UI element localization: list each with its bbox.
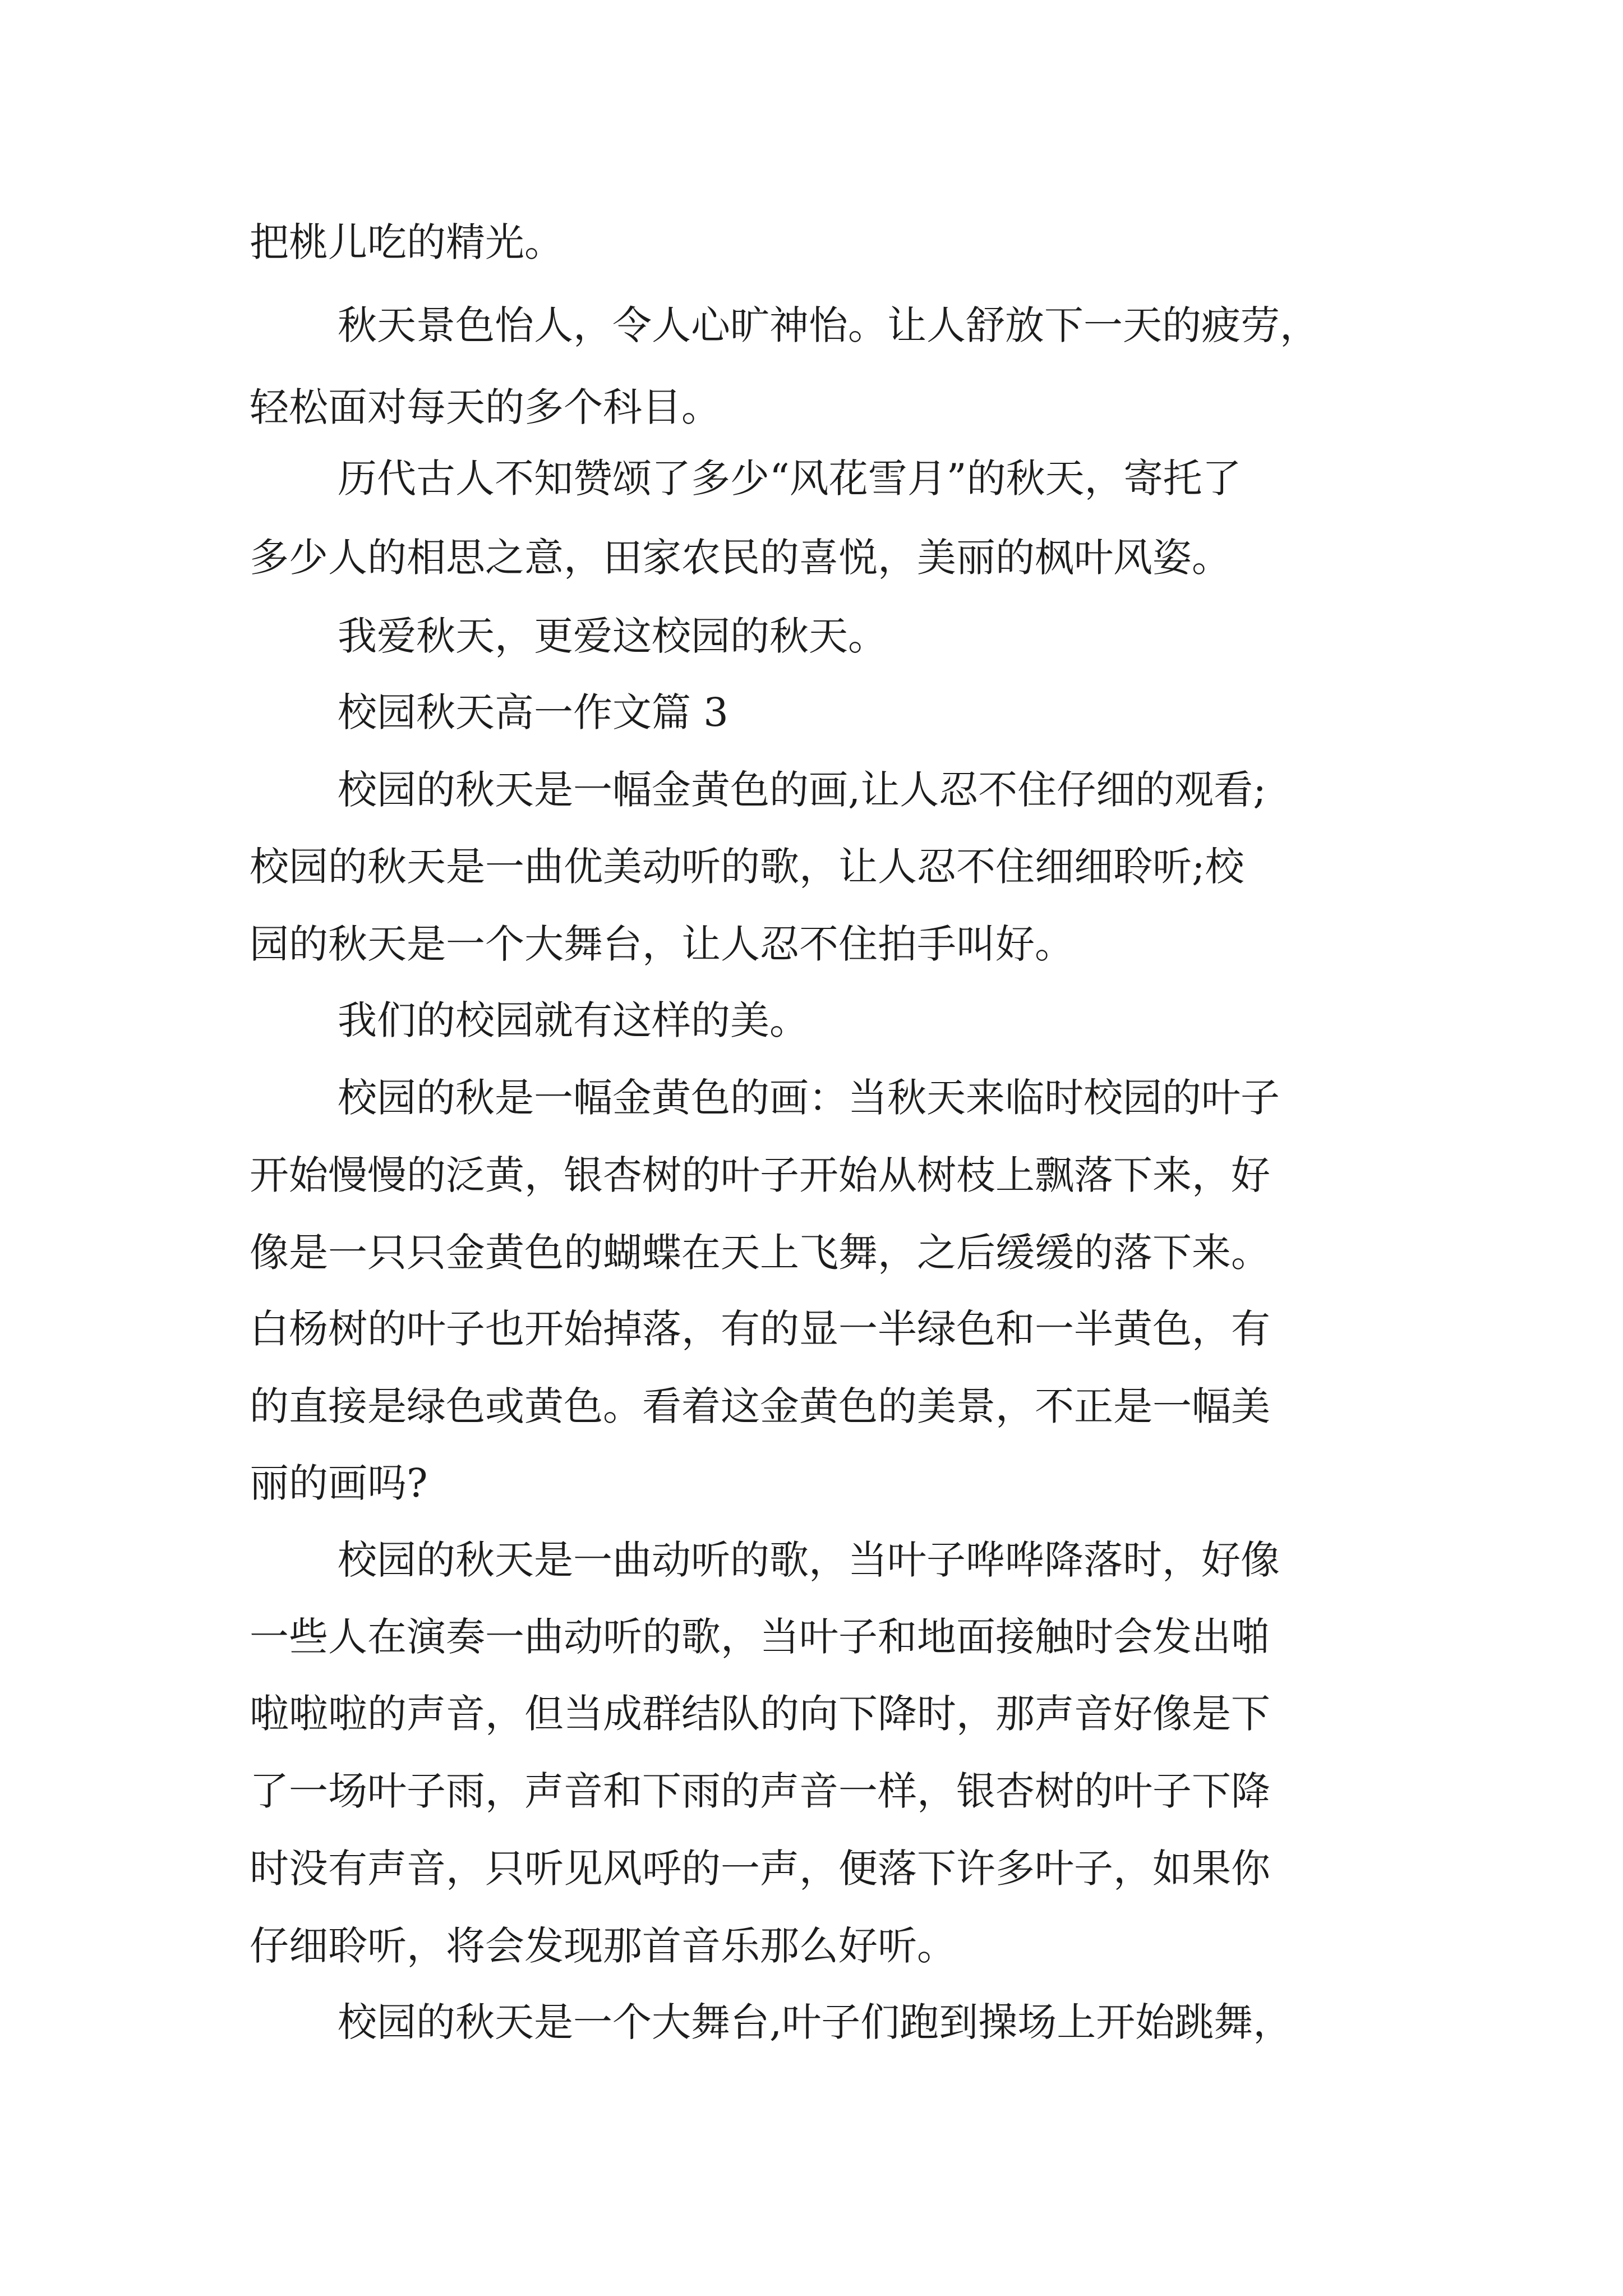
text-line-6: 我爱秋天，更爱这校园的秋天。: [338, 613, 887, 659]
text-line-17: 丽的画吗?: [250, 1460, 428, 1506]
text-line-8: 校园的秋天是一幅金黄色的画,让人忍不住仔细的观看;: [338, 767, 1266, 813]
text-line-19: 一些人在演奏一曲动听的歌，当叶子和地面接触时会发出啪: [250, 1614, 1270, 1660]
text-line-12: 校园的秋是一幅金黄色的画：当秋天来临时校园的叶子: [338, 1075, 1280, 1121]
text-line-20: 啦啦啦的声音，但当成群结队的向下降时，那声音好像是下: [250, 1691, 1270, 1737]
text-line-18: 校园的秋天是一曲动听的歌，当叶子哗哗降落时，好像: [338, 1537, 1280, 1583]
text-line-10: 园的秋天是一个大舞台，让人忍不住拍手叫好。: [250, 921, 1074, 967]
text-line-16: 的直接是绿色或黄色。看着这金黄色的美景，不正是一幅美: [250, 1383, 1270, 1429]
text-line-23: 仔细聆听，将会发现那首音乐那么好听。: [250, 1923, 956, 1969]
text-line-24: 校园的秋天是一个大舞台,叶子们跑到操场上开始跳舞，: [338, 1999, 1293, 2045]
text-line-3: 轻松面对每天的多个科目。: [250, 384, 721, 430]
text-line-13: 开始慢慢的泛黄，银杏树的叶子开始从树枝上飘落下来，好: [250, 1152, 1270, 1198]
text-line-2: 秋天景色怡人，令人心旷神怡。让人舒放下一天的疲劳，: [338, 302, 1319, 348]
text-line-15: 白杨树的叶子也开始掉落，有的显一半绿色和一半黄色，有: [250, 1306, 1270, 1352]
section-heading: 校园秋天高一作文篇 3: [338, 689, 728, 735]
text-line-11: 我们的校园就有这样的美。: [338, 997, 809, 1043]
text-line-4: 历代古人不知赞颂了多少“风花雪月”的秋天，寄托了: [338, 455, 1242, 501]
text-line-9: 校园的秋天是一曲优美动听的歌，让人忍不住细细聆听;校: [250, 844, 1244, 890]
text-line-1: 把桃儿吃的精光。: [250, 219, 564, 265]
text-line-22: 时没有声音，只听见风呼的一声，便落下许多叶子，如果你: [250, 1846, 1270, 1892]
text-line-21: 了一场叶子雨，声音和下雨的声音一样，银杏树的叶子下降: [250, 1768, 1270, 1814]
text-line-14: 像是一只只金黄色的蝴蝶在天上飞舞，之后缓缓的落下来。: [250, 1230, 1270, 1276]
text-line-5: 多少人的相思之意，田家农民的喜悦，美丽的枫叶风姿。: [250, 535, 1231, 581]
